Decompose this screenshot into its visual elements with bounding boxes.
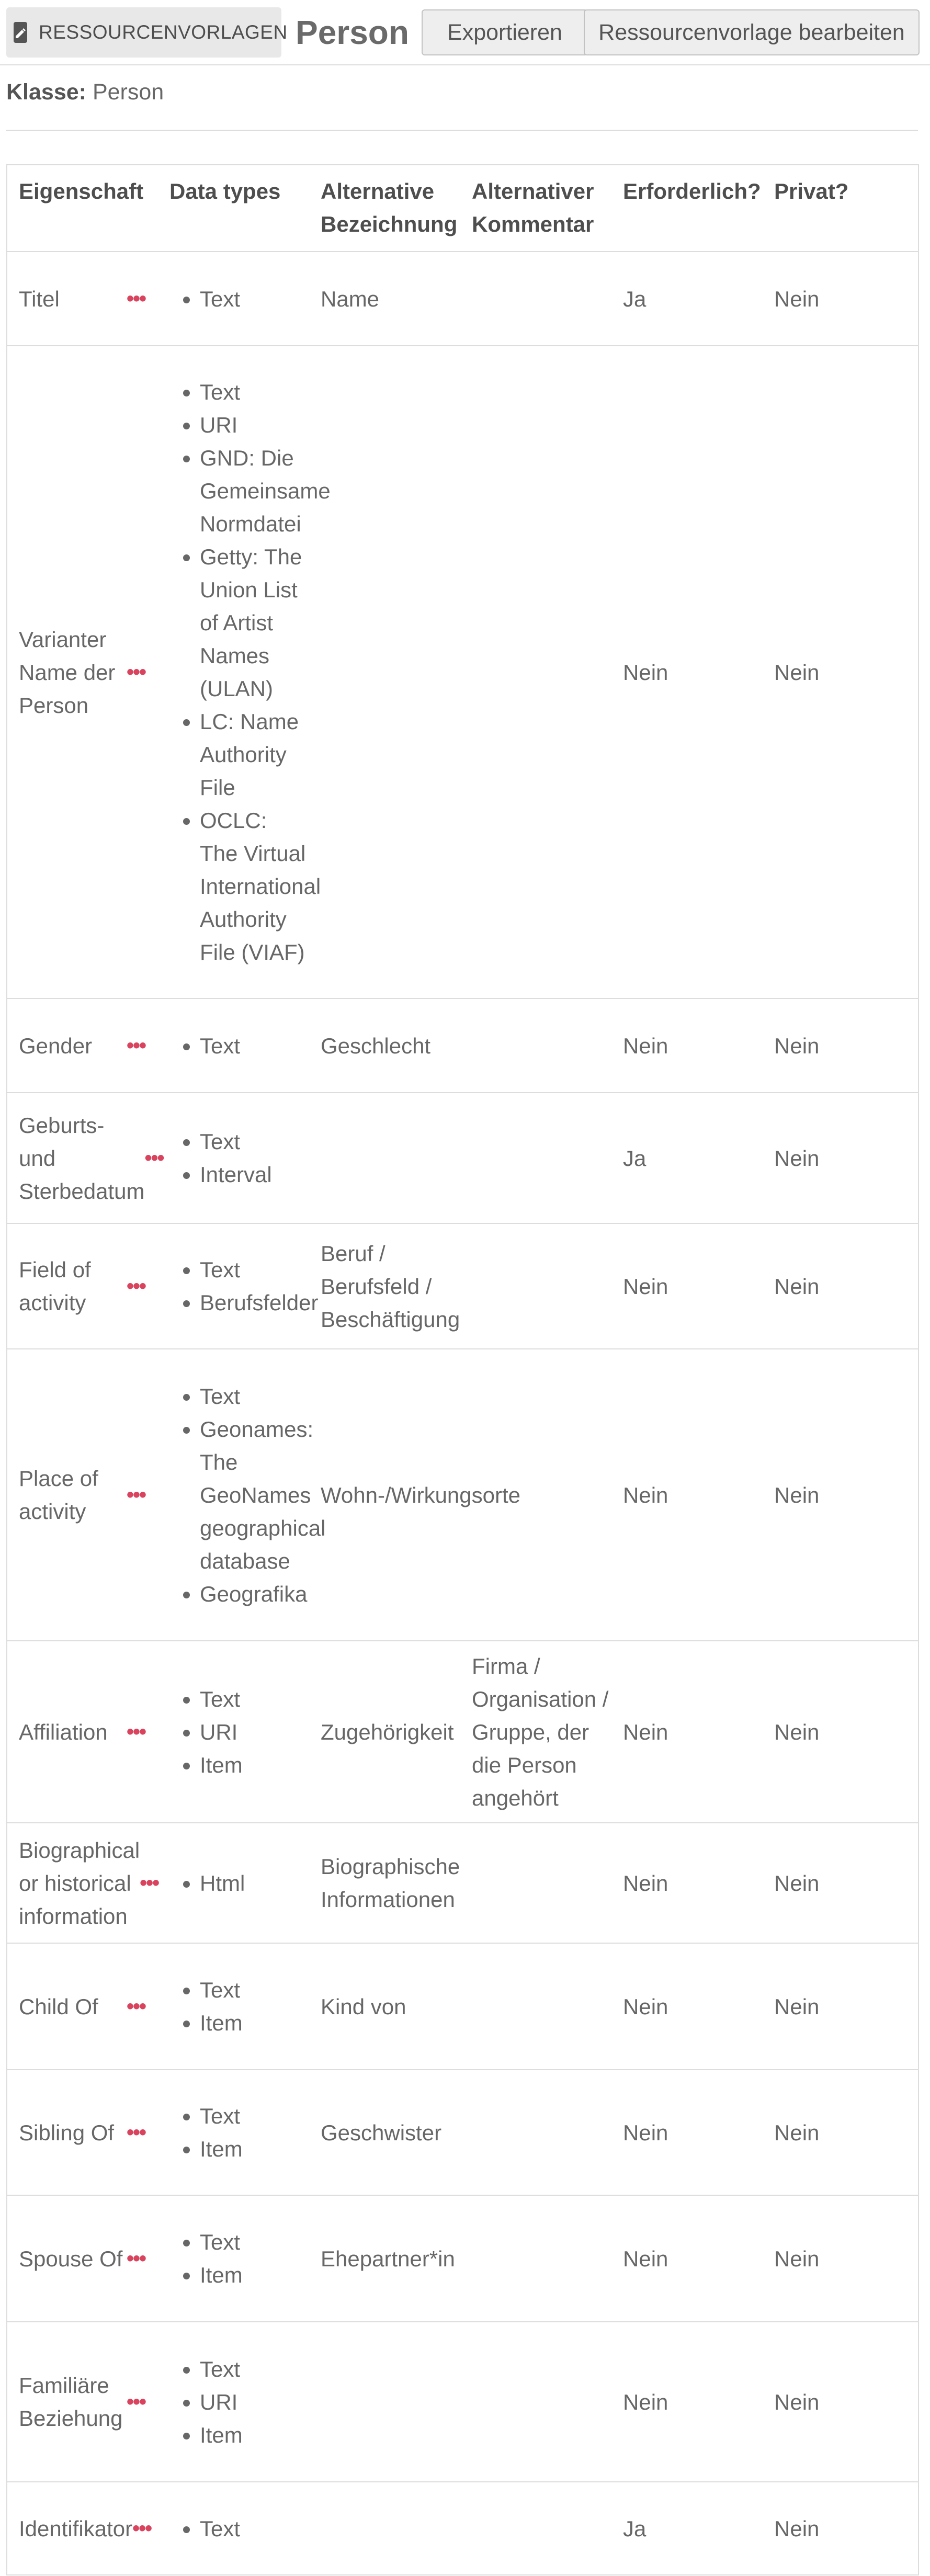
header-divider xyxy=(0,64,930,65)
private-cell: Nein xyxy=(763,1823,918,1943)
data-type-item: • Item xyxy=(200,2132,309,2165)
alt-comment-cell xyxy=(460,1223,611,1349)
data-types-cell xyxy=(158,2070,309,2195)
property-name: Titel xyxy=(19,286,60,311)
alt-label-cell: Wohn-/Wirkungsorte xyxy=(309,1349,460,1641)
more-options-icon[interactable]: ••• xyxy=(126,1994,145,2018)
private-cell: Nein xyxy=(763,1943,918,2070)
data-types-list xyxy=(169,2353,309,2452)
private-cell: Nein xyxy=(763,2322,918,2482)
header-alt-comment: Alternativer Kommentar xyxy=(460,165,611,252)
property-cell xyxy=(7,1943,158,2070)
alt-label-cell: Ehepartner*in xyxy=(309,2195,460,2322)
header-required: Erforderlich? xyxy=(611,165,763,252)
data-types-list xyxy=(169,2100,309,2165)
data-type-item: • OCLC: The Virtual International Authority File (VIAF) xyxy=(200,804,309,969)
property-name: Spouse Of xyxy=(19,2246,123,2271)
alt-label-cell: Name xyxy=(309,252,460,346)
data-types-cell xyxy=(158,1823,309,1943)
table-row xyxy=(7,1823,918,1943)
data-types-cell xyxy=(158,1223,319,1349)
table-body xyxy=(7,252,918,2575)
properties-table xyxy=(6,164,919,2575)
private-cell: Nein xyxy=(763,1641,918,1823)
property-name: Gender xyxy=(19,1033,93,1058)
alt-comment-cell: Firma / Organisation / Gruppe, der die Person angehört xyxy=(460,1641,611,1823)
more-options-icon[interactable]: ••• xyxy=(126,660,145,684)
property-cell xyxy=(7,346,158,998)
table-row xyxy=(7,1093,918,1223)
alt-comment-cell xyxy=(460,1943,611,2070)
data-types-list xyxy=(169,1253,319,1319)
data-type-item: • Geografika xyxy=(200,1578,309,1610)
data-type-item: • Text xyxy=(200,1029,309,1062)
export-button[interactable]: Exportieren xyxy=(422,9,588,55)
required-cell: Nein xyxy=(611,1823,763,1943)
alt-comment-cell xyxy=(460,2195,611,2322)
private-cell: Nein xyxy=(763,2195,918,2322)
alt-label-cell xyxy=(309,2482,460,2575)
more-options-icon[interactable]: ••• xyxy=(126,2120,145,2144)
header-property: Eigenschaft xyxy=(7,165,158,252)
alt-comment-cell xyxy=(460,2482,611,2575)
table-row xyxy=(7,252,918,346)
alt-label-cell xyxy=(309,1093,460,1223)
data-types-cell xyxy=(158,998,309,1093)
data-type-item: • Item xyxy=(200,2419,309,2452)
property-name: Varianter Name der Person xyxy=(19,627,116,718)
private-cell: Nein xyxy=(763,346,918,998)
required-cell: Nein xyxy=(611,1349,763,1641)
data-types-cell xyxy=(158,1349,326,1641)
data-types-cell xyxy=(158,2322,309,2482)
data-type-item: • Geonames: The GeoNames geographical database xyxy=(200,1413,309,1578)
table-header-row xyxy=(7,165,918,252)
alt-label-cell: Geschwister xyxy=(309,2070,460,2195)
data-type-item: • Item xyxy=(200,2006,309,2039)
property-name: Place of activity xyxy=(19,1466,98,1524)
required-cell: Nein xyxy=(611,2322,763,2482)
alt-comment-cell xyxy=(460,998,611,1093)
data-type-item: • Interval xyxy=(200,1158,309,1191)
table-row xyxy=(7,2195,918,2322)
property-cell xyxy=(7,998,158,1093)
data-types-list xyxy=(169,376,331,969)
header-alt-label: Alternative Bezeichnung xyxy=(309,165,460,252)
property-name: Child Of xyxy=(19,1994,98,2019)
data-type-item: • Text xyxy=(200,376,309,408)
table-row xyxy=(7,1943,918,2070)
data-type-item: • Text xyxy=(200,1125,309,1158)
data-type-item: • URI xyxy=(200,2386,309,2419)
property-cell xyxy=(7,2070,158,2195)
private-cell: Nein xyxy=(763,1093,918,1223)
data-type-item: • Text xyxy=(200,2226,309,2259)
more-options-icon[interactable]: ••• xyxy=(126,1274,145,1298)
table-row xyxy=(7,346,918,998)
data-types-cell xyxy=(158,252,309,346)
data-type-item: • Getty: The Union List of Artist Names (ULAN) xyxy=(200,540,309,705)
property-cell xyxy=(7,2195,158,2322)
required-cell: Ja xyxy=(611,2482,763,2575)
property-name: Affiliation xyxy=(19,1719,108,1744)
data-types-list xyxy=(169,1683,309,1781)
alt-label-cell: Biographische Informationen xyxy=(309,1823,460,1943)
data-types-list xyxy=(169,1029,309,1062)
property-name: Field of activity xyxy=(19,1257,91,1315)
data-type-item: • GND: Die Gemeinsame Normdatei xyxy=(200,441,309,540)
data-type-item: • Item xyxy=(200,1749,309,1781)
required-cell: Nein xyxy=(611,1641,763,1823)
breadcrumb[interactable] xyxy=(6,7,288,58)
data-types-cell xyxy=(158,2482,309,2575)
property-cell xyxy=(7,1093,164,1223)
table-row xyxy=(7,2482,918,2575)
property-name: Familiäre Beziehung xyxy=(19,2373,123,2431)
data-types-list xyxy=(169,1380,326,1610)
more-options-icon[interactable]: ••• xyxy=(126,2246,145,2270)
alt-comment-cell xyxy=(460,252,611,346)
alt-label-cell: Beruf / Berufsfeld / Beschäftigung xyxy=(309,1223,460,1349)
data-types-cell xyxy=(158,1093,309,1223)
private-cell: Nein xyxy=(763,2070,918,2195)
class-divider xyxy=(6,130,918,131)
private-cell: Nein xyxy=(763,252,918,346)
data-type-item: • Text xyxy=(200,1683,309,1716)
pencil-icon xyxy=(14,22,27,43)
data-type-item: • Text xyxy=(200,2353,309,2386)
table-row xyxy=(7,1223,918,1349)
required-cell: Nein xyxy=(611,1223,763,1349)
alt-label-cell xyxy=(309,346,460,998)
more-options-icon[interactable]: ••• xyxy=(132,2516,152,2540)
data-type-item: • Text xyxy=(200,2512,309,2545)
required-cell: Nein xyxy=(611,2195,763,2322)
more-options-icon[interactable]: ••• xyxy=(126,2390,145,2413)
table-row xyxy=(7,998,918,1093)
required-cell: Ja xyxy=(611,1093,763,1223)
data-types-list xyxy=(169,1867,309,1900)
data-types-list xyxy=(169,282,309,315)
more-options-icon[interactable]: ••• xyxy=(126,1483,145,1506)
class-label: Klasse: xyxy=(6,80,86,105)
required-cell: Ja xyxy=(611,252,763,346)
data-types-list xyxy=(169,1973,309,2039)
data-types-cell xyxy=(158,1943,309,2070)
breadcrumb-label: RESSOURCENVORLAGEN xyxy=(39,21,288,43)
property-name: Geburts- und Sterbedatum xyxy=(19,1113,145,1204)
alt-comment-cell xyxy=(460,1823,611,1943)
property-cell xyxy=(7,2482,158,2575)
alt-comment-cell xyxy=(460,1093,611,1223)
header-data-types: Data types xyxy=(158,165,309,252)
more-options-icon[interactable]: ••• xyxy=(144,1146,164,1170)
data-type-item: • Html xyxy=(200,1867,309,1900)
private-cell: Nein xyxy=(763,2482,918,2575)
property-name: Biographical or historical information xyxy=(19,1837,140,1928)
data-types-list xyxy=(169,1125,309,1191)
data-type-item: • LC: Name Authority File xyxy=(200,705,309,804)
data-types-cell xyxy=(158,2195,309,2322)
property-cell xyxy=(7,2322,158,2482)
property-cell xyxy=(7,252,158,346)
private-cell: Nein xyxy=(763,1223,918,1349)
private-cell: Nein xyxy=(763,1349,918,1641)
data-type-item: • Berufsfelder xyxy=(200,1286,309,1319)
private-cell: Nein xyxy=(763,998,918,1093)
alt-label-cell: Zugehörigkeit xyxy=(309,1641,460,1823)
required-cell: Nein xyxy=(611,1943,763,2070)
data-type-item: • Text xyxy=(200,2100,309,2132)
page-title: Person xyxy=(296,14,409,51)
alt-comment-cell xyxy=(460,346,611,998)
alt-comment-cell xyxy=(460,2070,611,2195)
table-row xyxy=(7,1641,918,1823)
property-name: Identifikator xyxy=(19,2516,133,2541)
data-types-list xyxy=(169,2512,309,2545)
required-cell: Nein xyxy=(611,998,763,1093)
property-cell xyxy=(7,1223,158,1349)
required-cell: Nein xyxy=(611,2070,763,2195)
class-value: Person xyxy=(92,80,164,105)
data-type-item: • Item xyxy=(200,2259,309,2291)
data-types-cell xyxy=(158,346,331,998)
alt-label-cell: Geschlecht xyxy=(309,998,460,1093)
data-type-item: • Text xyxy=(200,1380,309,1413)
property-cell xyxy=(7,1823,158,1943)
data-type-item: • URI xyxy=(200,408,309,441)
class-info xyxy=(6,80,164,105)
data-type-item: • Text xyxy=(200,1973,309,2006)
data-types-list xyxy=(169,2226,309,2291)
more-options-icon[interactable]: ••• xyxy=(126,1720,145,1743)
required-cell: Nein xyxy=(611,346,763,998)
more-options-icon[interactable]: ••• xyxy=(126,1034,145,1057)
header-private: Privat? xyxy=(763,165,918,252)
alt-comment-cell xyxy=(460,2322,611,2482)
edit-template-button[interactable]: Ressourcenvorlage bearbeiten xyxy=(584,9,920,55)
more-options-icon[interactable]: ••• xyxy=(140,1871,159,1894)
data-types-cell xyxy=(158,1641,309,1823)
data-type-item: • Text xyxy=(200,1253,309,1286)
data-type-item: • URI xyxy=(200,1716,309,1749)
property-cell xyxy=(7,1641,158,1823)
property-name: Sibling Of xyxy=(19,2120,115,2145)
property-cell xyxy=(7,1349,158,1641)
alt-label-cell: Kind von xyxy=(309,1943,460,2070)
more-options-icon[interactable]: ••• xyxy=(126,287,145,310)
alt-label-cell xyxy=(309,2322,460,2482)
data-type-item: • Text xyxy=(200,282,309,315)
table-row xyxy=(7,1349,918,1641)
table-row xyxy=(7,2070,918,2195)
table-row xyxy=(7,2322,918,2482)
